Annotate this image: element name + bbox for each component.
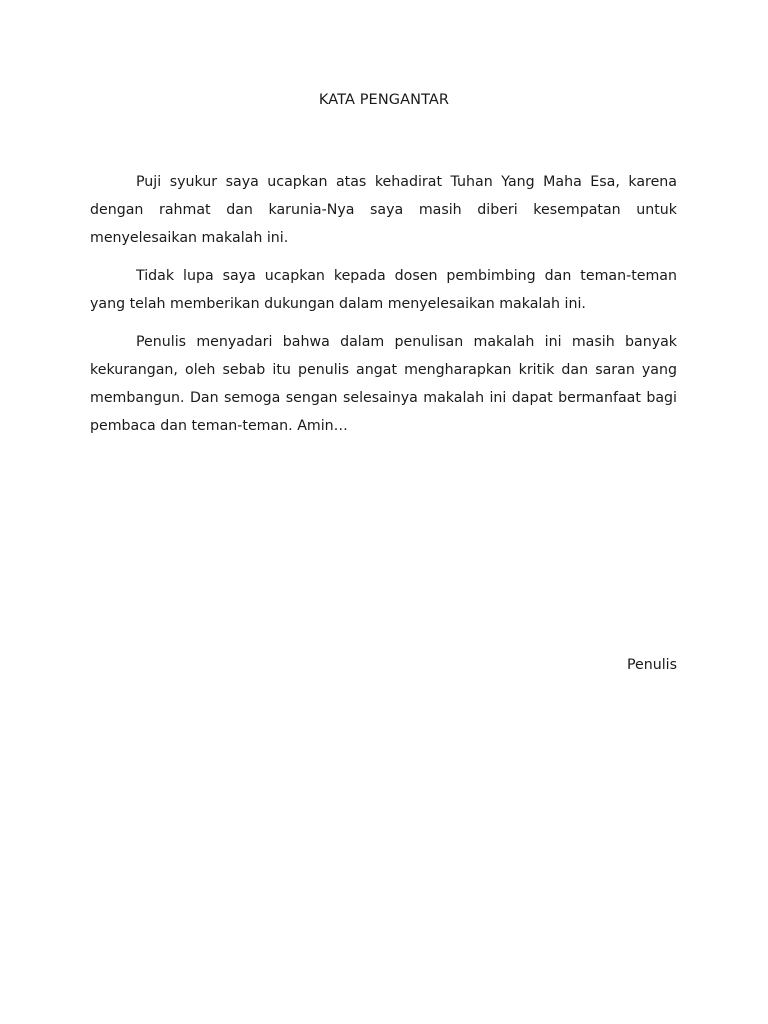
signature-author: Penulis xyxy=(626,657,677,673)
document-body xyxy=(90,168,677,450)
page-title: KATA PENGANTAR xyxy=(318,92,450,108)
paragraph-3: Penulis menyadari bahwa dalam penulisan makalah ini masih banyak kekurangan, oleh sebab itu penulis angat mengharapkan kritik dan saran yang membangun. Dan semoga sengan selesainya makalah ini dapat bermanfaat bagi pembaca dan teman-teman. Amin… xyxy=(90,334,677,434)
paragraph-2: Tidak lupa saya ucapkan kepada dosen pembimbing dan teman-teman yang telah memberikan dukungan dalam menyelesaikan makalah ini. xyxy=(90,268,677,312)
paragraph-1: Puji syukur saya ucapkan atas kehadirat Tuhan Yang Maha Esa, karena dengan rahmat dan karunia-Nya saya masih diberi kesempatan untuk menyelesaikan makalah ini. xyxy=(90,174,677,246)
